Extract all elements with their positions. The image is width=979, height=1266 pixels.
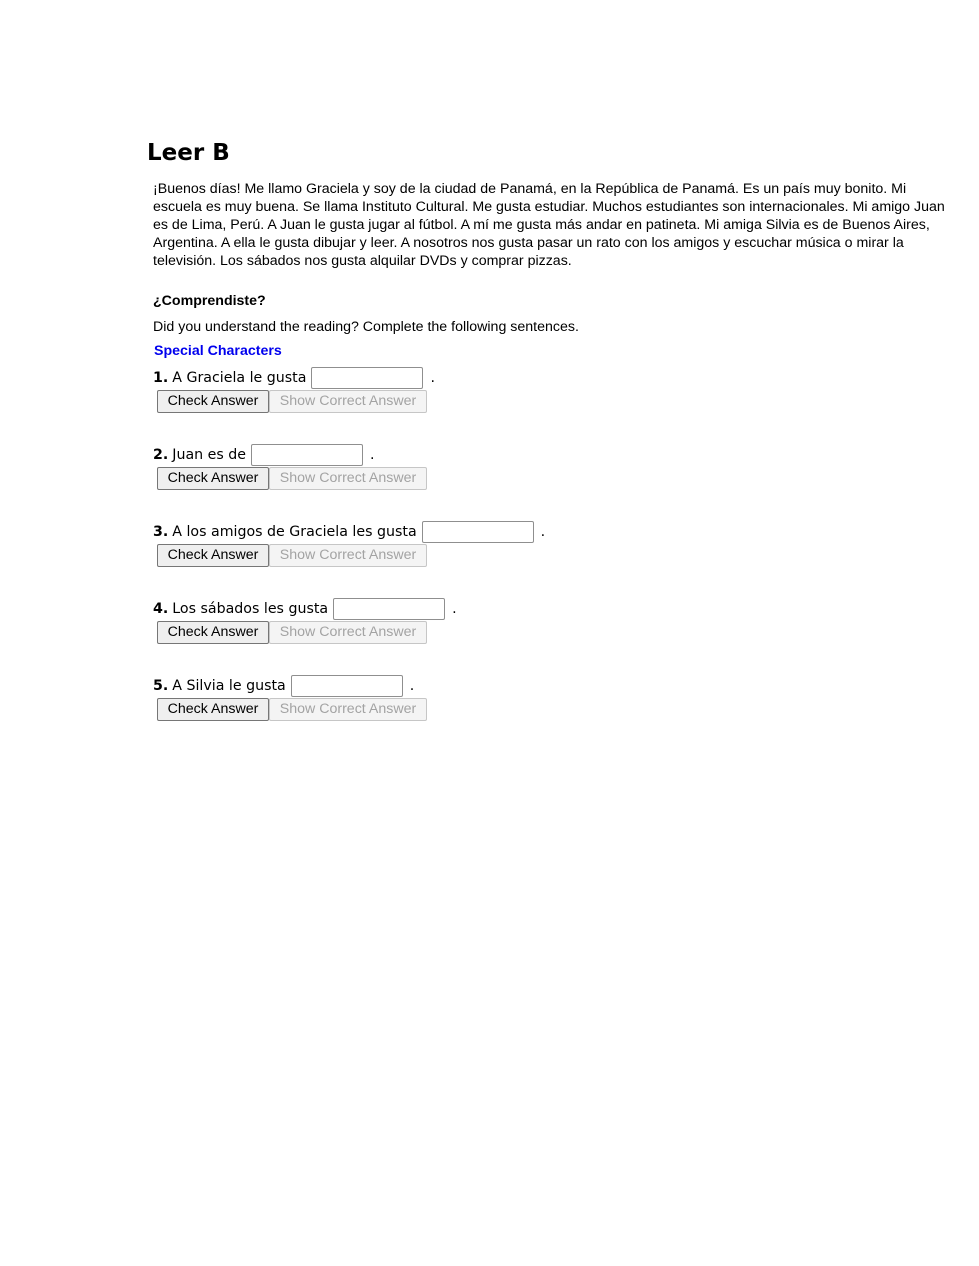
question-line [153, 674, 959, 698]
question-number: 5. [153, 678, 169, 694]
check-answer-button-5[interactable]: Check Answer [157, 698, 269, 721]
special-characters-link[interactable]: Special Characters [154, 343, 282, 359]
question-buttons [157, 698, 959, 721]
question-buttons [157, 544, 959, 567]
sentence-period: . [370, 447, 375, 463]
sentence-period: . [452, 601, 457, 617]
instructions-text: Did you understand the reading? Complete the following sentences. [153, 319, 579, 335]
check-answer-button-4[interactable]: Check Answer [157, 621, 269, 644]
show-correct-answer-button-2[interactable]: Show Correct Answer [269, 467, 427, 490]
question-buttons [157, 621, 959, 644]
question-3 [153, 520, 959, 597]
answer-input-5[interactable] [291, 675, 403, 697]
question-number: 4. [153, 601, 169, 617]
show-correct-answer-button-5[interactable]: Show Correct Answer [269, 698, 427, 721]
show-correct-answer-button-4[interactable]: Show Correct Answer [269, 621, 427, 644]
check-answer-button-1[interactable]: Check Answer [157, 390, 269, 413]
question-prompt: Los sábados les gusta [172, 601, 329, 617]
show-correct-answer-button-3[interactable]: Show Correct Answer [269, 544, 427, 567]
sentence-period: . [430, 370, 435, 386]
sentence-period: . [409, 678, 415, 694]
question-1 [153, 366, 959, 443]
question-line [153, 520, 959, 544]
activity-page [147, 138, 959, 751]
question-list [153, 366, 959, 751]
show-correct-answer-button-1[interactable]: Show Correct Answer [269, 390, 427, 413]
question-2 [153, 443, 959, 520]
question-line [153, 443, 959, 467]
sentence-period: . [540, 524, 546, 540]
question-number: 2. [153, 447, 169, 463]
page-title: Leer B [147, 140, 230, 166]
answer-input-4[interactable] [333, 598, 445, 620]
check-answer-button-3[interactable]: Check Answer [157, 544, 269, 567]
question-number: 3. [153, 524, 169, 540]
question-buttons [157, 467, 959, 490]
question-buttons [157, 390, 959, 413]
question-5 [153, 674, 959, 751]
check-answer-button-2[interactable]: Check Answer [157, 467, 269, 490]
question-prompt: Juan es de [172, 447, 247, 463]
question-4 [153, 597, 959, 674]
answer-input-1[interactable] [311, 367, 423, 389]
comprehension-heading: ¿Comprendiste? [153, 293, 266, 309]
answer-input-2[interactable] [251, 444, 363, 466]
reading-passage: ¡Buenos días! Me llamo Graciela y soy de la ciudad de Panamá, en la República de Panamá. Es un país muy bonito. Mi escuela es muy buena. Se llama Instituto Cultural. Me gusta estudiar. Muchos estudiantes son internacionales. Mi amigo Juan es de Lima, Perú. A Juan le gusta jugar al fútbol. A mí me gusta más andar en patineta. Mi amiga Silvia es de Buenos Aires, Argentina. A ella le gusta dibujar y leer. A nosotros nos gusta pasar un rato con los amigos y escuchar música o mirar la televisión. Los sábados nos gusta alquilar DVDs y comprar pizzas. [153, 181, 945, 269]
question-number: 1. [153, 370, 169, 386]
question-prompt: A los amigos de Graciela les gusta [172, 524, 417, 540]
question-line [153, 597, 959, 621]
answer-input-3[interactable] [422, 521, 534, 543]
question-prompt: A Silvia le gusta [172, 678, 286, 694]
question-prompt: A Graciela le gusta [172, 370, 307, 386]
question-line [153, 366, 959, 390]
